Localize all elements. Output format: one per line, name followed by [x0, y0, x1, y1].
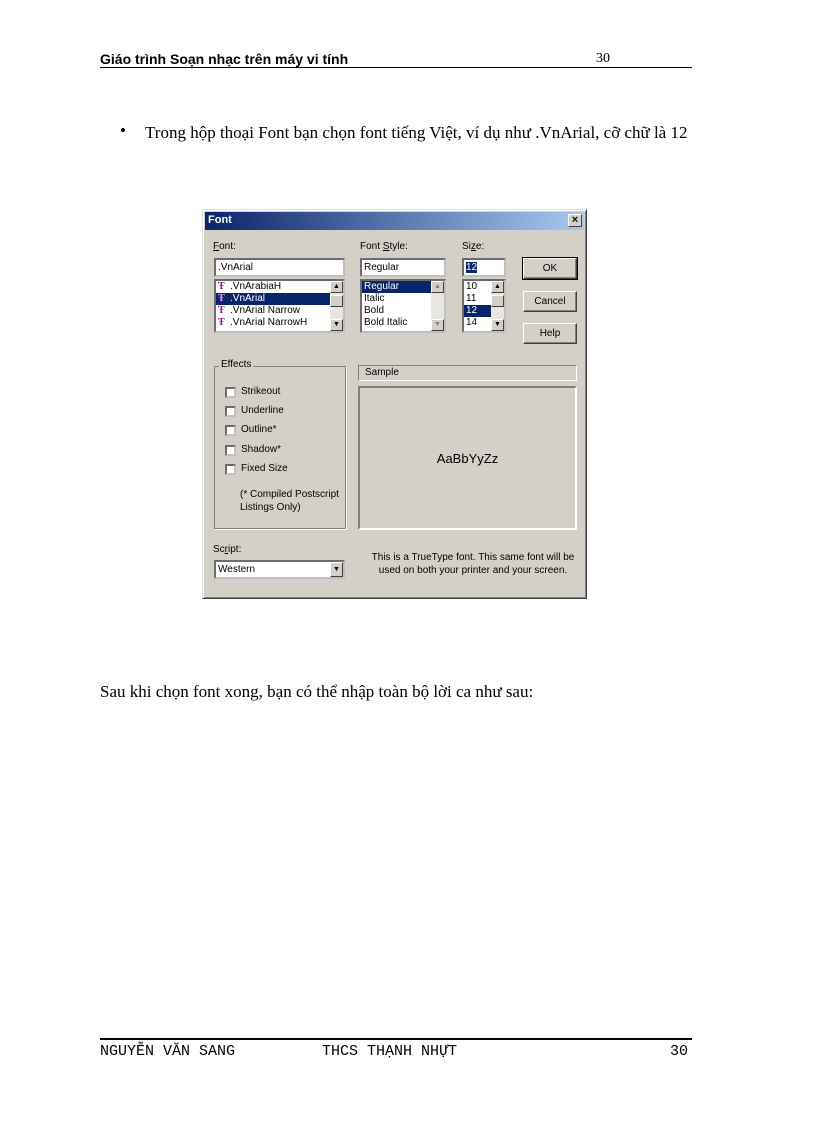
sample-preview: [358, 386, 577, 530]
sample-text: AaBbYyZz: [436, 451, 499, 466]
list-item[interactable]: Ŧ .VnArial NarrowH: [218, 317, 308, 328]
font-style-list[interactable]: [360, 279, 446, 333]
fixed-size-checkbox[interactable]: [225, 464, 236, 475]
font-style-label: Font Style:: [360, 241, 408, 252]
font-list-scrollbar[interactable]: [330, 281, 343, 331]
cancel-button[interactable]: Cancel: [523, 291, 577, 312]
header-title: Giáo trình Soạn nhạc trên máy vi tính: [100, 51, 349, 67]
list-item[interactable]: Ŧ .VnArabiaH: [218, 281, 282, 292]
scroll-up-icon[interactable]: ▲: [491, 281, 504, 293]
sample-label: Sample: [358, 365, 577, 381]
size-list[interactable]: [462, 279, 506, 333]
header-divider: [100, 67, 692, 68]
header-page-number: 30: [596, 51, 610, 66]
truetype-info-line1: This is a TrueType font. This same font will be: [371, 552, 575, 563]
scroll-down-icon[interactable]: ▼: [431, 319, 444, 331]
truetype-icon: Ŧ: [218, 293, 225, 304]
scroll-thumb[interactable]: [330, 295, 343, 307]
strikeout-label: Strikeout: [241, 386, 281, 397]
scroll-up-icon[interactable]: ▲: [431, 281, 444, 293]
paragraph-instruction: Trong hộp thoại Font bạn chọn font tiếng Việt, ví dụ như .VnArial, cỡ chữ là 12: [145, 123, 688, 142]
size-list-scrollbar[interactable]: [491, 281, 504, 331]
font-dialog: [202, 209, 587, 599]
shadow-label: Shadow*: [241, 444, 282, 455]
footer-school: THCS THẠNH NHỰT: [322, 1043, 458, 1060]
shadow-checkbox[interactable]: [225, 445, 236, 456]
chevron-down-icon[interactable]: ▼: [330, 562, 343, 577]
scroll-thumb[interactable]: [491, 295, 504, 307]
dialog-title: Font: [208, 214, 232, 226]
list-item[interactable]: 11: [466, 293, 477, 304]
font-label: Font:: [213, 241, 236, 252]
truetype-icon: Ŧ: [218, 317, 225, 328]
size-label: Size:: [462, 241, 485, 252]
footer-page-number: 30: [670, 1043, 689, 1060]
outline-checkbox[interactable]: [225, 425, 236, 436]
list-item[interactable]: 14: [466, 317, 478, 328]
truetype-info-line2: used on both your printer and your screen.: [378, 565, 568, 576]
effects-label: Effects: [221, 359, 252, 370]
underline-label: Underline: [241, 405, 284, 416]
scroll-down-icon[interactable]: ▼: [330, 319, 343, 331]
style-list-scrollbar[interactable]: [431, 281, 444, 331]
bullet-marker: •: [120, 121, 126, 140]
scroll-down-icon[interactable]: ▼: [491, 319, 504, 331]
fixed-size-label: Fixed Size: [241, 463, 288, 474]
paragraph-after-dialog: Sau khi chọn font xong, bạn có thể nhập toàn bộ lời ca như sau:: [100, 682, 534, 701]
list-item[interactable]: 10: [466, 281, 478, 292]
font-name-input[interactable]: .VnArial: [214, 258, 345, 277]
list-item[interactable]: Ŧ .VnArial Narrow: [218, 305, 301, 316]
postscript-note-line2: Listings Only): [240, 502, 301, 513]
close-button[interactable]: [568, 214, 582, 227]
font-name-list[interactable]: [214, 279, 345, 333]
dialog-titlebar: [205, 212, 584, 230]
outline-label: Outline*: [241, 424, 277, 435]
footer-author: NGUYỄN VĂN SANG: [100, 1043, 236, 1060]
font-style-input[interactable]: Regular: [360, 258, 446, 277]
list-item[interactable]: Bold: [364, 305, 385, 316]
list-item[interactable]: Ŧ .VnArial: [216, 293, 343, 305]
size-input[interactable]: [462, 258, 506, 277]
strikeout-checkbox[interactable]: [225, 387, 236, 398]
script-label: Script:: [213, 544, 242, 555]
ok-button[interactable]: OK: [523, 258, 577, 279]
help-button[interactable]: Help: [523, 323, 577, 344]
postscript-note-line1: (* Compiled Postscript: [240, 489, 339, 500]
close-icon: ×: [571, 214, 579, 226]
truetype-icon: Ŧ: [218, 281, 225, 292]
list-item[interactable]: 12: [464, 305, 504, 317]
truetype-icon: Ŧ: [218, 305, 225, 316]
footer-divider: [100, 1038, 692, 1040]
scroll-up-icon[interactable]: ▲: [330, 281, 343, 293]
script-select[interactable]: Western: [214, 560, 345, 579]
underline-checkbox[interactable]: [225, 406, 236, 417]
list-item[interactable]: Italic: [364, 293, 385, 304]
list-item[interactable]: Bold Italic: [364, 317, 408, 328]
list-item[interactable]: Regular: [362, 281, 444, 293]
size-selected-value: 12: [466, 262, 478, 273]
